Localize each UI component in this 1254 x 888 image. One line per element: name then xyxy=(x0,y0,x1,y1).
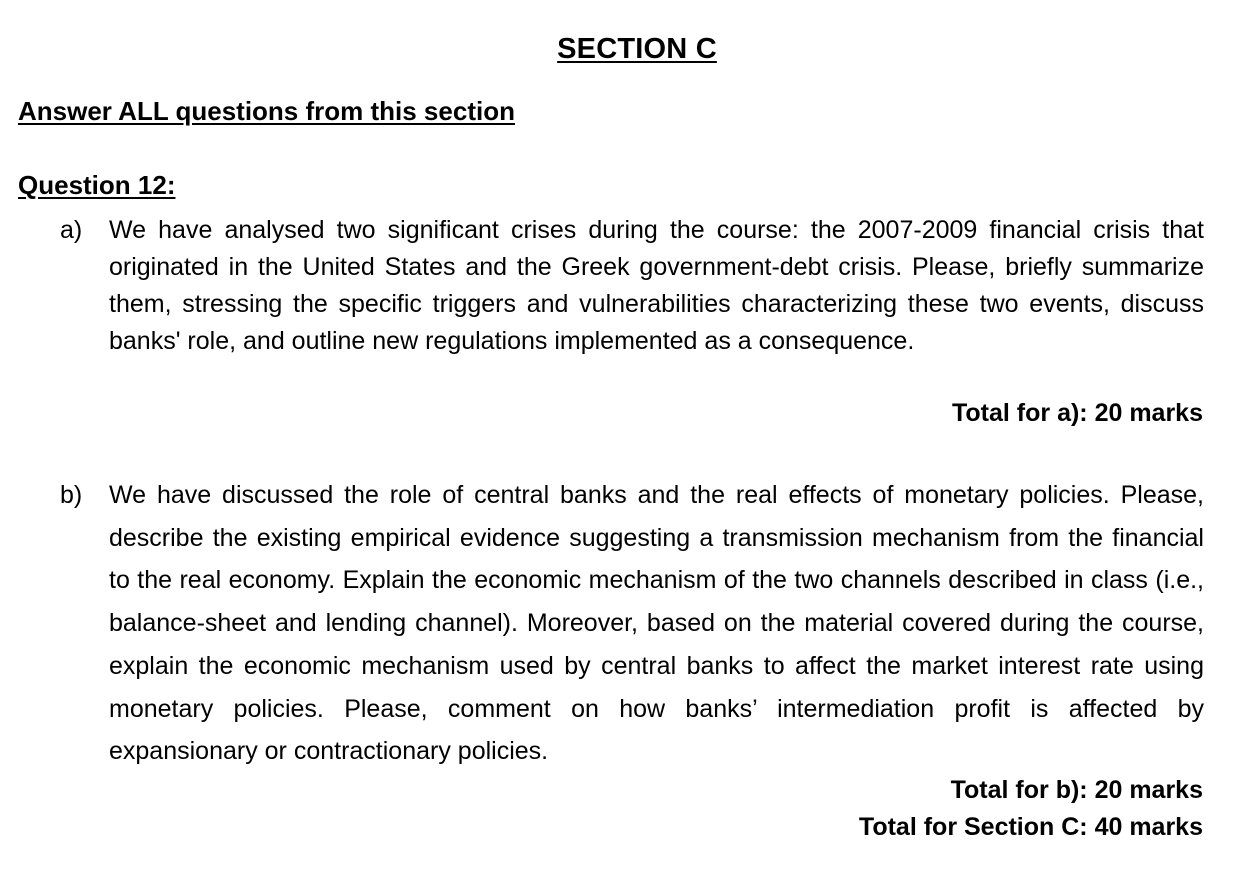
part-a-marks: Total for a): 20 marks xyxy=(951,399,1203,427)
part-b-text: We have discussed the role of central banks and the real effects of monetary policies. Please, describe the existing empirical evidence suggesting a transmission mechanism from the financial to the real economy. Explain the economic mechanism of the two channels described in class (i.e., balance-sheet and lending channel). Moreover, based on the material covered during the course, explain the economic mechanism used by central banks to affect the market interest rate using monetary policies. Please, comment on how banks’ intermediation profit is affected by expansionary or contractionary policies. xyxy=(109,481,1204,766)
question-part-b xyxy=(60,474,1204,773)
question-part-a xyxy=(60,212,1204,360)
section-total-marks: Total for Section C: 40 marks xyxy=(858,813,1203,841)
section-title: SECTION C xyxy=(557,33,717,65)
part-a-text: We have analysed two significant crises during the course: the 2007-2009 financial crisis that originated in the United States and the Greek government-debt crisis. Please, briefly summarize them, stressing the specific triggers and vulnerabilities characterizing these two events, discuss banks' role, and outline new regulations implemented as a consequence. xyxy=(109,216,1204,355)
question-heading: Question 12: xyxy=(18,170,176,200)
part-b-marks: Total for b): 20 marks xyxy=(950,776,1203,804)
part-a-label: a) xyxy=(60,216,83,244)
section-instructions: Answer ALL questions from this section xyxy=(18,96,515,126)
part-b-label: b) xyxy=(60,481,83,509)
